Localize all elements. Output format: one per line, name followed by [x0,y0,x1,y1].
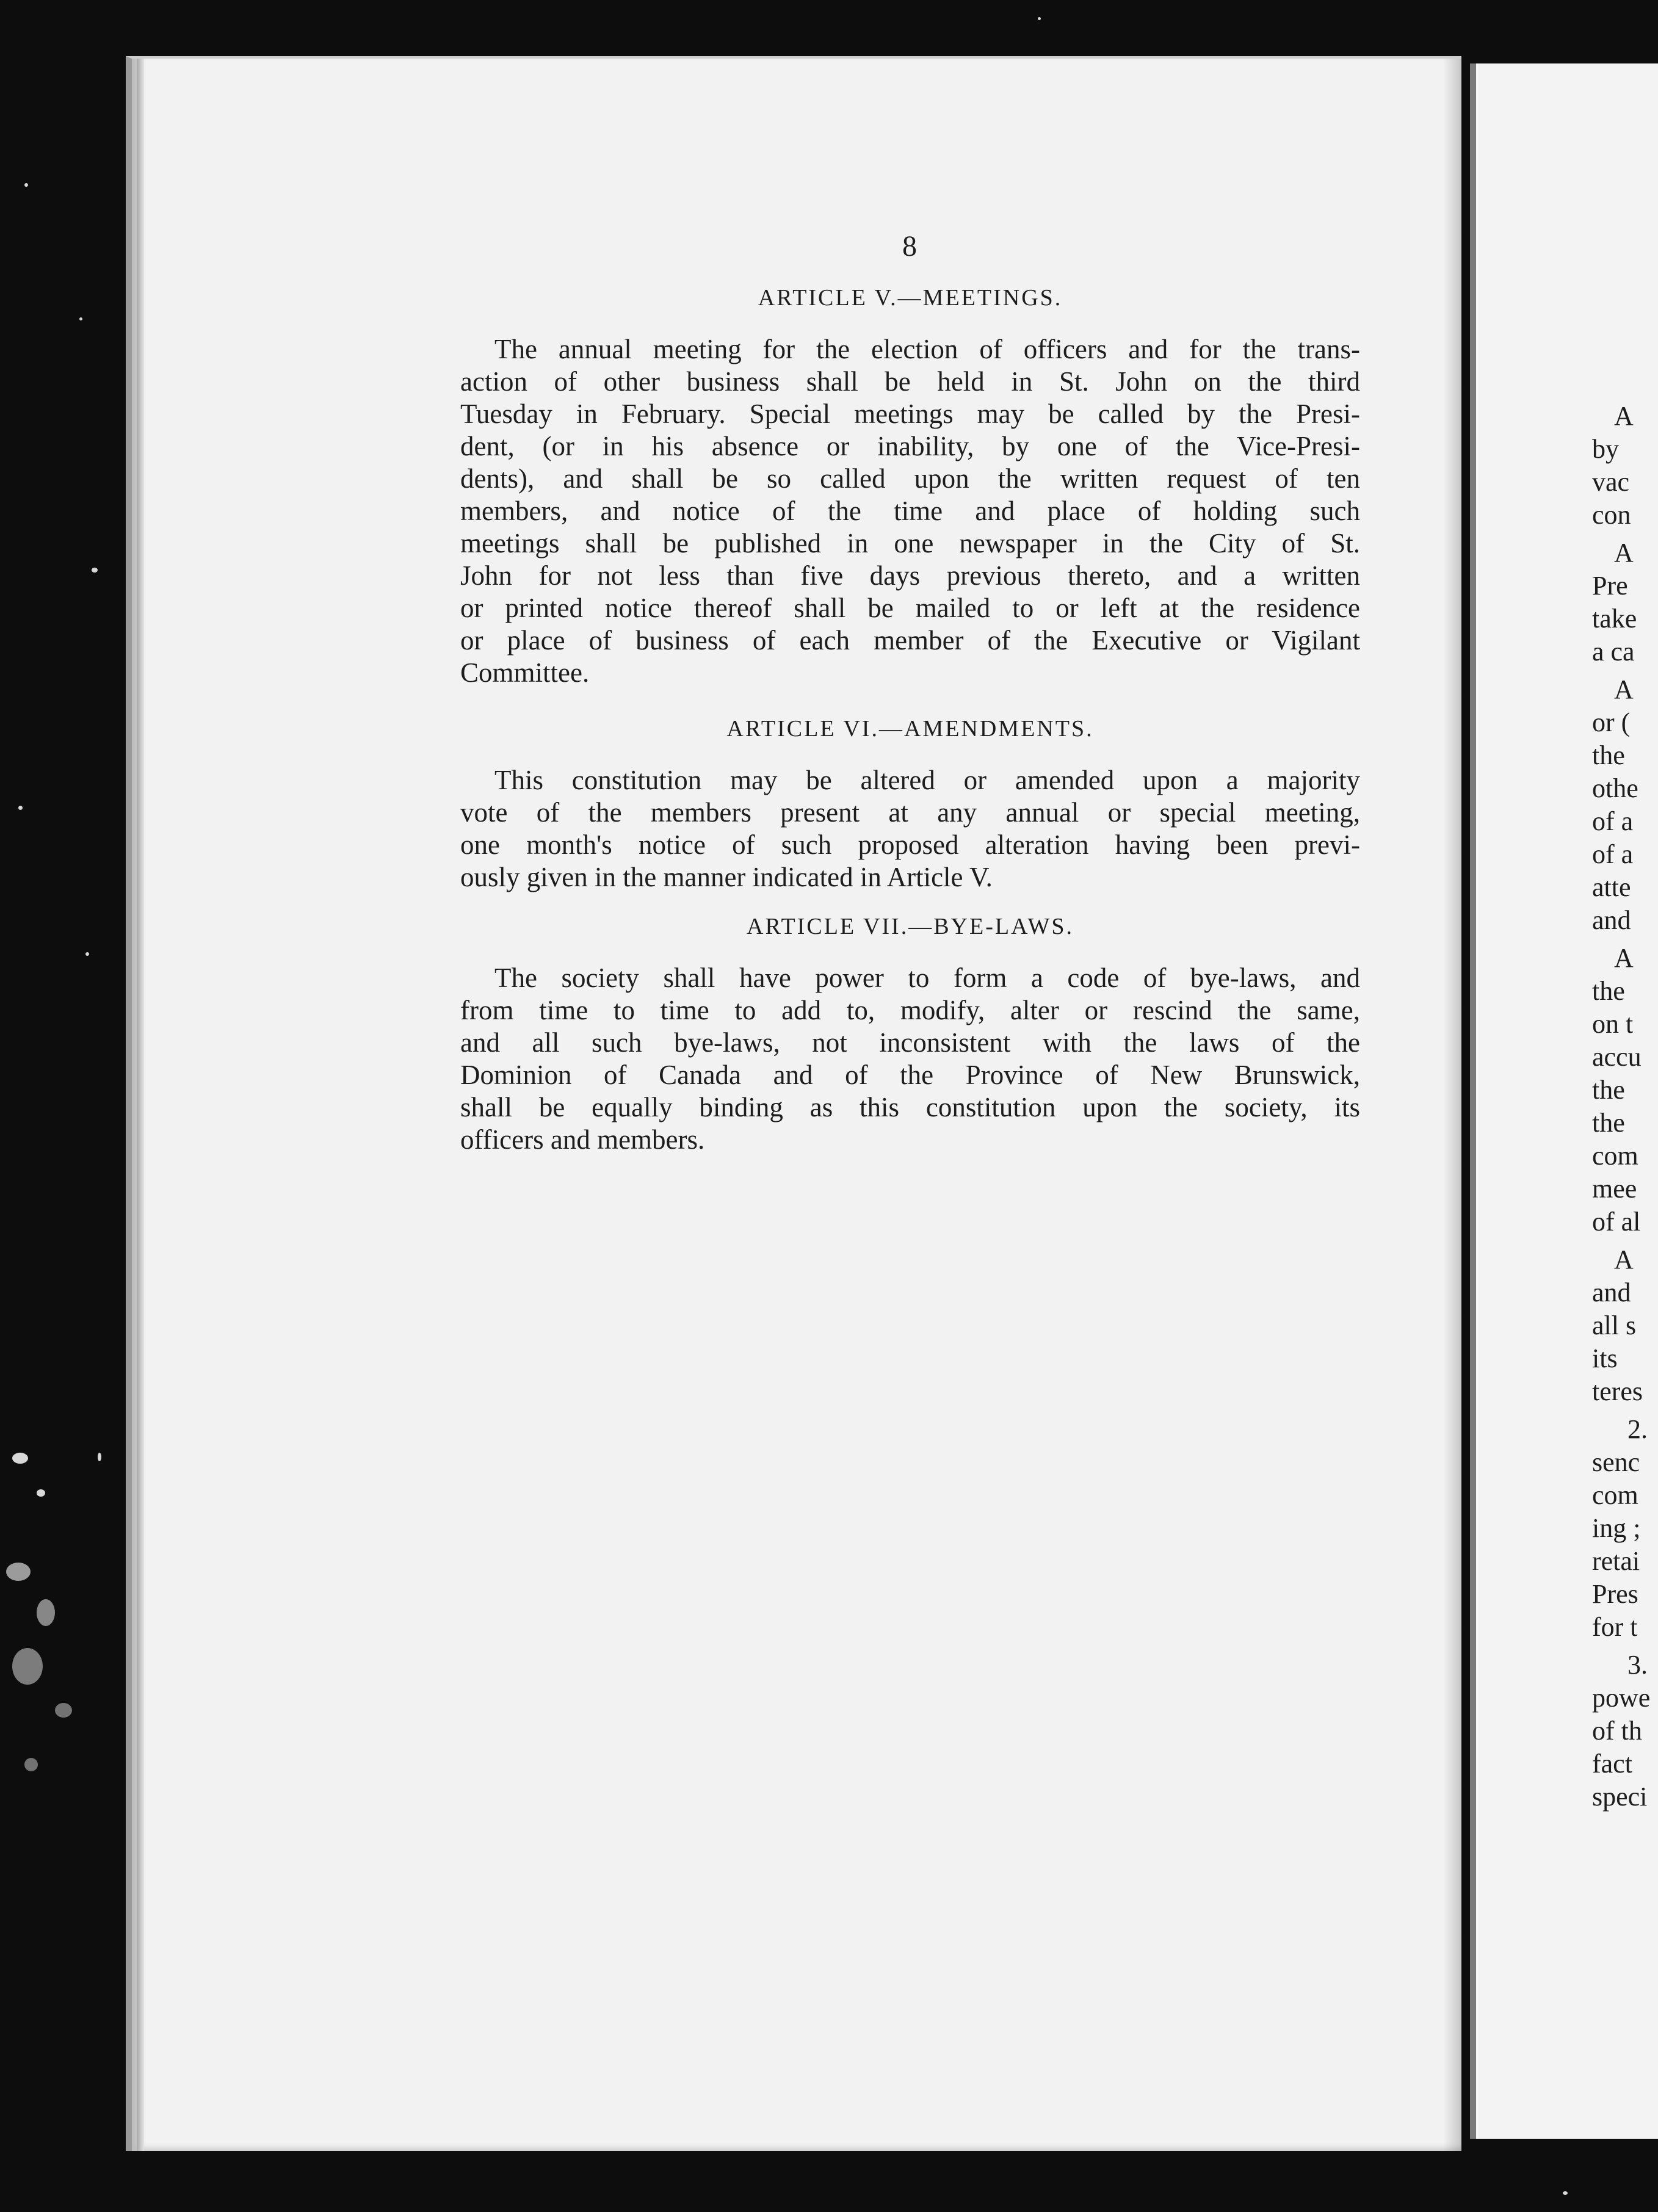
right-page-text-fragment: Pre [1592,571,1628,601]
right-page [1470,63,1658,2139]
background-speck [79,317,82,320]
right-page-text-fragment: com [1592,1480,1638,1510]
right-page-text-fragment: Pres [1592,1579,1638,1609]
text-line: members, and notice of the time and place of holding such [460,496,1360,526]
background-speck [12,1648,43,1685]
text-line: officers and members. [460,1124,705,1155]
right-page-text-fragment: all s [1592,1310,1637,1340]
right-page-text-fragment: A [1614,401,1634,431]
article-6-body [460,764,1360,894]
text-line: shall be equally binding as this constitution upon the society, its [460,1092,1360,1122]
right-page-text-fragment: and [1592,905,1631,935]
text-line: or printed notice thereof shall be mailed to or left at the residence [460,593,1360,623]
right-page-text-fragment: vac [1592,467,1630,497]
text-line: This constitution may be altered or amended upon a majority [494,765,1360,795]
text-line: and all such bye-laws, not inconsistent with the laws of the [460,1027,1360,1058]
right-page-text-fragment: ing ; [1592,1513,1641,1543]
text-line: or place of business of each member of the Executive or Vigilant [460,625,1360,656]
background-speck [18,806,23,810]
background-speck [12,1453,28,1464]
background-speck [1038,17,1041,20]
article-7-heading: ARTICLE VII.—BYE-LAWS. [747,914,1074,939]
page-edge [137,59,144,2151]
text-line: Tuesday in February. Special meetings may be called by the Presi- [460,399,1360,429]
right-page-text-fragment: retai [1592,1546,1640,1576]
text-line: Committee. [460,657,590,688]
text-line: from time to time to add to, modify, alter or rescind the same, [460,995,1360,1025]
text-line: action of other business shall be held in St. John on the third [460,366,1360,397]
right-page-text-fragment: or ( [1592,707,1631,737]
right-page-text-fragment: on t [1592,1009,1634,1039]
text-line: The society shall have power to form a code of bye-laws, and [494,963,1360,993]
background-speck [6,1563,31,1581]
text-line: vote of the members present at any annual or special meeting, [460,797,1360,828]
text-line: dents), and shall be so called upon the written request of ten [460,463,1360,494]
right-page-text-fragment: com [1592,1141,1638,1171]
right-page-text-fragment: fact [1592,1749,1632,1779]
right-page-text-fragment: A [1614,538,1634,568]
article-6-heading: ARTICLE VI.—AMENDMENTS. [726,716,1094,742]
right-page-text-fragment: the [1592,1108,1625,1138]
right-page-text-fragment: senc [1592,1447,1640,1477]
right-page-text-fragment: the [1592,976,1625,1006]
right-page-text-fragment: othe [1592,773,1638,803]
right-page-text-fragment: of al [1592,1207,1641,1237]
background-speck [92,568,98,573]
text-line: John for not less than five days previous thereto, and a written [460,560,1360,591]
right-page-text-fragment: 2. [1627,1414,1648,1444]
right-page-text-fragment: of th [1592,1716,1642,1746]
right-page-text-fragment: of a [1592,839,1634,869]
text-line: ously given in the manner indicated in Article V. [460,862,993,892]
right-page-text-fragment: a ca [1592,637,1635,667]
right-page-text-fragment: take [1592,604,1637,634]
right-page-text-fragment: A [1614,1245,1634,1274]
page-number: 8 [902,230,917,262]
text-line: Dominion of Canada and of the Province of New Brunswick, [460,1060,1360,1090]
right-page-text-fragment: A [1614,674,1634,704]
article-5-body [460,333,1360,689]
right-page-text-fragment: its [1592,1343,1618,1373]
right-page-text-fragment: atte [1592,872,1631,902]
right-page-text-fragment: for t [1592,1612,1638,1642]
spine-shadow [1443,59,1461,2151]
text-line: one month's notice of such proposed alteration having been previ- [460,830,1360,860]
right-page-text-fragment: con [1592,500,1631,530]
background-speck [37,1489,45,1497]
article-7-body [460,962,1360,1156]
background-speck [37,1599,55,1626]
text-line: dent, (or in his absence or inability, by one of the Vice-Presi- [460,431,1360,461]
background-speck [55,1703,72,1718]
right-page-text-fragment: accu [1592,1042,1642,1072]
right-page-text-fragment: teres [1592,1376,1643,1406]
right-page-text-fragment: and [1592,1278,1631,1307]
right-page-text-fragment: the [1592,740,1625,770]
right-page-text-fragment: mee [1592,1174,1637,1204]
right-page-text-fragment: 3. [1627,1650,1648,1680]
background-speck [85,952,89,956]
right-page-text-fragment: powe [1592,1683,1651,1713]
right-page-text-fragment: speci [1592,1782,1648,1812]
background-speck [98,1453,101,1461]
right-page-text-fragment: by [1592,434,1619,464]
background-speck [24,183,28,187]
text-line: meetings shall be published in one newspaper in the City of St. [460,528,1360,558]
right-page-text-fragment: the [1592,1075,1625,1105]
background-speck [1563,2191,1568,2195]
article-5-heading: ARTICLE V.—MEETINGS. [758,285,1063,311]
background-speck [24,1758,38,1771]
text-line: The annual meeting for the election of officers and for the trans- [494,334,1360,364]
right-page-text-fragment: A [1614,943,1634,973]
right-page-text-fragment: of a [1592,806,1634,836]
